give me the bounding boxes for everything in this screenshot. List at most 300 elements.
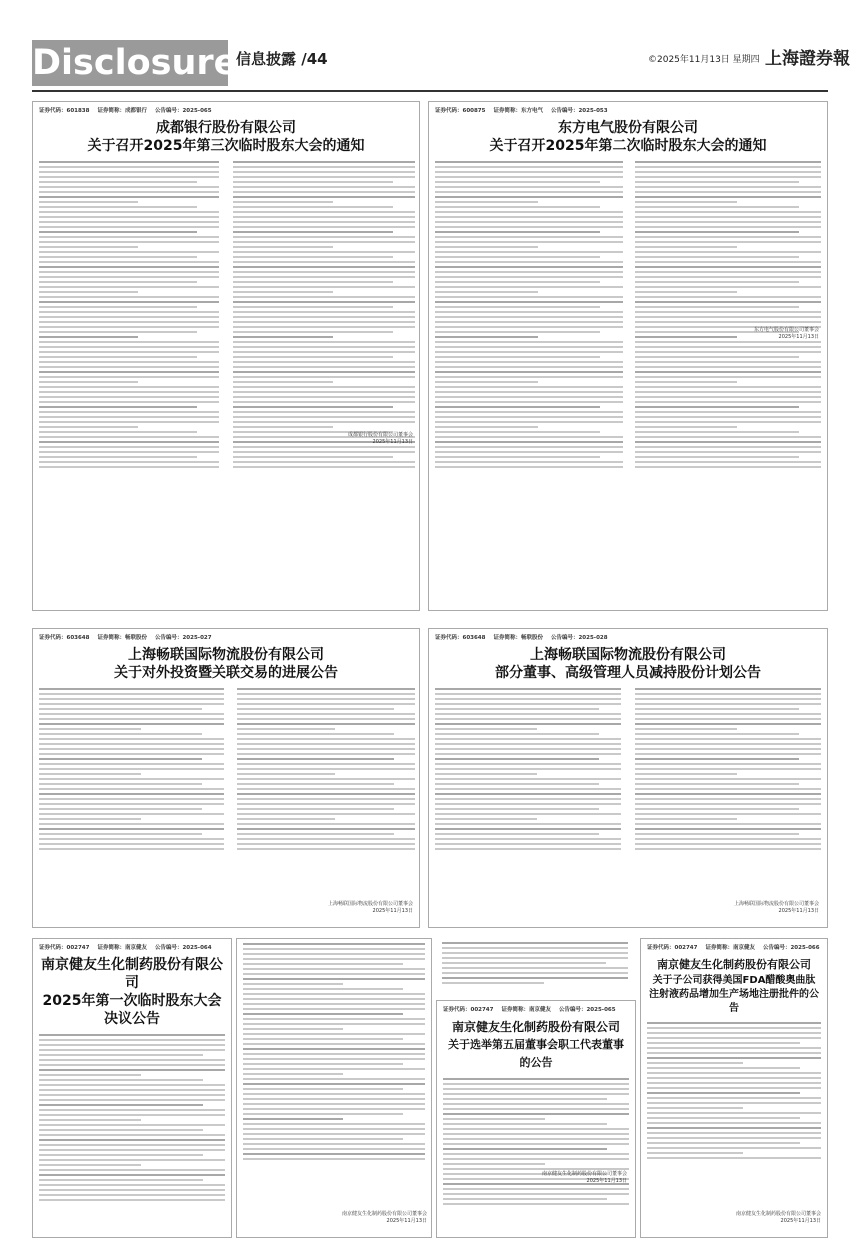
text-line: [635, 376, 821, 378]
text-line: [635, 206, 799, 208]
text-line: [233, 211, 415, 213]
text-line: [39, 713, 224, 715]
text-line: [635, 251, 821, 253]
text-line: [635, 838, 821, 840]
text-line: [39, 813, 224, 815]
text-line: [39, 241, 219, 243]
text-line: [435, 246, 538, 248]
text-line: [635, 396, 821, 398]
text-line: [647, 1062, 743, 1064]
text-line: [435, 211, 623, 213]
text-line: [435, 783, 599, 785]
vote-tables: [243, 943, 425, 1235]
announcement-changlian-investment: [32, 628, 420, 928]
text-line: [237, 788, 415, 790]
text-line: [435, 728, 537, 730]
text-line: [647, 1057, 821, 1059]
text-line: [233, 276, 415, 278]
text-line: [435, 823, 621, 825]
text-line: [435, 421, 623, 423]
text-line: [443, 1108, 629, 1110]
text-line: [39, 728, 141, 730]
text-line: [39, 1059, 225, 1061]
text-line: [435, 763, 621, 765]
announcement-meta: 证券代码：002747 证券简称：南京健友 公告编号：2025-065: [443, 1007, 616, 1013]
text-line: [435, 798, 621, 800]
text-line: [443, 1083, 629, 1085]
text-line: [39, 436, 219, 438]
text-line: [39, 341, 219, 343]
text-line: [635, 401, 821, 403]
text-line: [39, 1054, 203, 1056]
text-line: [39, 361, 219, 363]
text-line: [243, 1123, 425, 1125]
text-line: [39, 246, 138, 248]
text-line: [39, 386, 219, 388]
text-line: [635, 281, 799, 283]
text-line: [237, 728, 335, 730]
text-line: [647, 1157, 821, 1159]
text-line: [442, 947, 628, 949]
text-line: [39, 833, 202, 835]
text-line: [237, 813, 415, 815]
text-line: [39, 331, 197, 333]
text-line: [39, 421, 219, 423]
signature: 东方电气股份有限公司董事会 2025年11月13日: [753, 327, 819, 340]
text-line: [435, 436, 623, 438]
text-line: [435, 446, 623, 448]
text-line: [635, 321, 821, 323]
text-line: [39, 236, 219, 238]
text-line: [635, 426, 737, 428]
announcement-jianyou-fda-approval: [640, 938, 828, 1238]
text-line: [635, 446, 821, 448]
text-line: [635, 266, 821, 268]
text-line: [39, 1069, 225, 1071]
text-line: [435, 416, 623, 418]
text-line: [243, 968, 425, 970]
text-line: [39, 783, 202, 785]
text-line: [39, 221, 219, 223]
text-line: [39, 1154, 203, 1156]
text-line: [237, 793, 415, 795]
text-line: [39, 281, 197, 283]
text-line: [237, 783, 394, 785]
text-line: [435, 793, 621, 795]
text-line: [435, 713, 621, 715]
text-line: [647, 1117, 800, 1119]
text-line: [435, 466, 623, 468]
text-line: [39, 356, 197, 358]
text-line: [435, 251, 623, 253]
text-line: [635, 261, 821, 263]
text-line: [243, 1008, 425, 1010]
text-line: [233, 411, 415, 413]
text-line: [243, 1058, 425, 1060]
text-line: [635, 763, 821, 765]
text-line: [39, 1039, 225, 1041]
body-text: [39, 1034, 225, 1238]
text-line: [635, 718, 821, 720]
text-line: [243, 1053, 425, 1055]
text-line: [435, 828, 621, 830]
text-line: [233, 251, 415, 253]
text-line: [237, 768, 415, 770]
text-line: [435, 266, 623, 268]
text-line: [647, 1022, 821, 1024]
text-line: [435, 326, 623, 328]
text-line: [39, 1044, 225, 1046]
section-title: 信息披露 /44: [236, 50, 328, 68]
text-line: [443, 1123, 607, 1125]
text-line: [435, 181, 600, 183]
text-line: [233, 316, 415, 318]
company-name: 成都银行股份有限公司: [156, 120, 296, 136]
text-line: [39, 336, 138, 338]
text-line: [635, 803, 821, 805]
signature: 上海畅联国际物流股份有限公司董事会 2025年11月13日: [327, 901, 413, 914]
announcement-title-line-2: 注射液药品增加生产场地注册批件的公告: [649, 989, 819, 1014]
text-line: [435, 391, 623, 393]
text-line: [435, 296, 623, 298]
text-line: [442, 977, 628, 979]
text-line: [435, 788, 621, 790]
text-line: [435, 778, 621, 780]
text-line: [442, 967, 628, 969]
text-line: [635, 381, 737, 383]
text-line: [435, 261, 623, 263]
text-line: [39, 441, 219, 443]
text-line: [237, 808, 394, 810]
company-name: 南京健友生化制药股份有限公司: [657, 958, 811, 971]
signature: 南京健友生化制药股份有限公司董事会 2025年11月13日: [341, 1211, 427, 1224]
text-line: [243, 1078, 425, 1080]
text-line: [233, 326, 415, 328]
text-line: [435, 226, 623, 228]
announcement-dongfang-electric: [428, 101, 828, 611]
text-line: [243, 1093, 425, 1095]
text-line: [237, 718, 415, 720]
text-line: [443, 1143, 629, 1145]
text-line: [39, 793, 224, 795]
text-line: [243, 1063, 403, 1065]
text-line: [233, 306, 393, 308]
text-line: [233, 381, 333, 383]
company-name: 上海畅联国际物流股份有限公司: [530, 647, 726, 663]
text-line: [233, 221, 415, 223]
text-line: [435, 291, 538, 293]
text-line: [233, 161, 415, 163]
text-line: [243, 1033, 425, 1035]
text-line: [435, 186, 623, 188]
text-line: [435, 406, 600, 408]
text-line: [243, 1023, 425, 1025]
text-line: [39, 211, 219, 213]
announcement-meta: 证券代码：601838 证券简称：成都银行 公告编号：2025-065: [39, 108, 212, 114]
announcement-title: 关于召开2025年第二次临时股东大会的通知: [489, 138, 767, 154]
text-line: [635, 241, 821, 243]
text-line: [39, 738, 224, 740]
text-line: [39, 321, 219, 323]
text-line: [635, 296, 821, 298]
text-line: [635, 818, 737, 820]
text-line: [39, 838, 224, 840]
text-line: [635, 828, 821, 830]
text-line: [635, 421, 821, 423]
text-line: [635, 753, 821, 755]
text-line: [243, 953, 425, 955]
text-line: [237, 818, 335, 820]
text-line: [635, 371, 821, 373]
text-line: [39, 271, 219, 273]
text-line: [39, 316, 219, 318]
text-line: [647, 1077, 821, 1079]
text-line: [635, 316, 821, 318]
text-line: [39, 1094, 225, 1096]
text-line: [39, 708, 202, 710]
text-line: [635, 733, 799, 735]
text-line: [39, 688, 224, 690]
text-line: [39, 753, 224, 755]
text-line: [435, 371, 623, 373]
text-line: [635, 466, 821, 468]
text-line: [443, 1193, 629, 1195]
text-line: [435, 808, 599, 810]
text-line: [635, 236, 821, 238]
text-line: [443, 1093, 629, 1095]
text-line: [39, 261, 219, 263]
text-line: [635, 256, 799, 258]
signature: 上海畅联国际物流股份有限公司董事会 2025年11月13日: [733, 901, 819, 914]
text-line: [39, 296, 219, 298]
text-line: [233, 336, 333, 338]
text-line: [442, 952, 628, 954]
text-line: [435, 451, 623, 453]
text-line: [39, 1149, 225, 1151]
text-line: [39, 1114, 225, 1116]
text-line: [635, 286, 821, 288]
text-line: [435, 216, 623, 218]
text-line: [635, 211, 821, 213]
text-line: [39, 411, 219, 413]
text-line: [635, 436, 821, 438]
text-line: [435, 461, 623, 463]
text-line: [237, 838, 415, 840]
text-line: [233, 331, 393, 333]
text-line: [635, 166, 821, 168]
text-line: [435, 221, 623, 223]
text-line: [435, 738, 621, 740]
announcement-title: 关于选举第五届董事会职工代表董事的公告: [448, 1038, 624, 1069]
announcement-meta: 证券代码：600875 证券简称：东方电气 公告编号：2025-053: [435, 108, 608, 114]
text-line: [39, 1194, 225, 1196]
text-line: [243, 1113, 403, 1115]
text-line: [39, 1164, 141, 1166]
text-line: [635, 336, 737, 338]
text-line: [443, 1153, 629, 1155]
text-line: [435, 276, 623, 278]
text-line: [243, 1148, 425, 1150]
text-line: [233, 186, 415, 188]
text-line: [39, 1129, 203, 1131]
text-line: [443, 1098, 607, 1100]
text-line: [39, 311, 219, 313]
text-line: [243, 1043, 425, 1045]
body-text: [647, 1022, 821, 1222]
text-line: [635, 823, 821, 825]
text-line: [647, 1027, 821, 1029]
text-line: [243, 988, 403, 990]
text-line: [435, 456, 600, 458]
text-line: [635, 216, 821, 218]
text-line: [647, 1037, 821, 1039]
body-text: [435, 161, 821, 591]
text-line: [39, 191, 219, 193]
text-line: [435, 838, 621, 840]
text-line: [39, 1144, 225, 1146]
text-line: [647, 1132, 821, 1134]
text-line: [233, 456, 393, 458]
text-line: [237, 688, 415, 690]
text-line: [635, 391, 821, 393]
body-text: [39, 161, 413, 591]
text-line: [647, 1152, 743, 1154]
text-line: [635, 176, 821, 178]
text-line: [435, 316, 623, 318]
text-line: [435, 396, 623, 398]
body-text: [39, 688, 413, 918]
text-line: [635, 743, 821, 745]
text-line: [39, 1074, 141, 1076]
body-text: [443, 1078, 629, 1238]
company-name: 南京健友生化制药股份有限公司: [41, 957, 223, 991]
text-line: [443, 1188, 629, 1190]
text-line: [243, 1158, 425, 1160]
text-line: [233, 451, 415, 453]
text-line: [243, 1028, 343, 1030]
text-line: [233, 246, 333, 248]
text-line: [237, 708, 394, 710]
text-line: [435, 693, 621, 695]
text-line: [435, 703, 621, 705]
text-line: [39, 231, 197, 233]
text-line: [443, 1113, 629, 1115]
text-line: [39, 461, 219, 463]
text-line: [237, 703, 415, 705]
text-line: [435, 411, 623, 413]
text-line: [635, 356, 799, 358]
text-line: [39, 181, 197, 183]
text-line: [243, 1103, 425, 1105]
text-line: [443, 1088, 629, 1090]
text-line: [39, 743, 224, 745]
announcement-title: 部分董事、高级管理人员减持股份计划公告: [495, 665, 761, 681]
text-line: [635, 783, 799, 785]
text-line: [39, 693, 224, 695]
text-line: [647, 1082, 821, 1084]
text-line: [435, 758, 599, 760]
text-line: [233, 351, 415, 353]
text-line: [39, 351, 219, 353]
text-line: [635, 361, 821, 363]
text-line: [39, 466, 219, 468]
text-line: [635, 441, 821, 443]
text-line: [233, 461, 415, 463]
text-line: [39, 1119, 141, 1121]
announcement-jianyou-shareholder-resolution: [32, 938, 232, 1238]
text-line: [635, 693, 821, 695]
text-line: [233, 181, 393, 183]
text-line: [39, 166, 219, 168]
text-line: [647, 1122, 821, 1124]
text-line: [39, 256, 197, 258]
text-line: [39, 1104, 203, 1106]
text-line: [635, 793, 821, 795]
text-line: [647, 1047, 821, 1049]
text-line: [243, 983, 343, 985]
text-line: [39, 451, 219, 453]
text-line: [635, 798, 821, 800]
text-line: [237, 698, 415, 700]
text-line: [443, 1198, 607, 1200]
text-line: [39, 1139, 225, 1141]
text-line: [237, 823, 415, 825]
text-line: [647, 1107, 743, 1109]
text-line: [435, 813, 621, 815]
text-line: [237, 693, 415, 695]
text-line: [39, 803, 224, 805]
body-text: [442, 942, 630, 992]
text-line: [233, 196, 415, 198]
text-line: [39, 768, 224, 770]
text-line: [233, 426, 333, 428]
text-line: [635, 366, 821, 368]
text-line: [635, 728, 737, 730]
text-line: [233, 421, 415, 423]
text-line: [233, 356, 393, 358]
text-line: [39, 196, 219, 198]
text-line: [237, 733, 394, 735]
text-line: [635, 723, 821, 725]
text-line: [243, 963, 403, 965]
text-line: [233, 361, 415, 363]
text-line: [647, 1142, 800, 1144]
text-line: [443, 1128, 629, 1130]
text-line: [39, 843, 224, 845]
text-line: [647, 1147, 821, 1149]
text-line: [39, 788, 224, 790]
text-line: [233, 176, 415, 178]
text-line: [39, 371, 219, 373]
text-line: [635, 271, 821, 273]
text-line: [39, 376, 219, 378]
text-line: [635, 191, 821, 193]
text-line: [39, 1079, 203, 1081]
text-line: [635, 808, 799, 810]
text-line: [233, 216, 415, 218]
text-line: [243, 1118, 343, 1120]
text-line: [435, 161, 623, 163]
text-line: [635, 386, 821, 388]
text-line: [243, 1143, 425, 1145]
text-line: [233, 391, 415, 393]
text-line: [233, 376, 415, 378]
text-line: [435, 171, 623, 173]
text-line: [635, 773, 737, 775]
text-line: [243, 1018, 425, 1020]
text-line: [237, 763, 415, 765]
text-line: [635, 201, 737, 203]
